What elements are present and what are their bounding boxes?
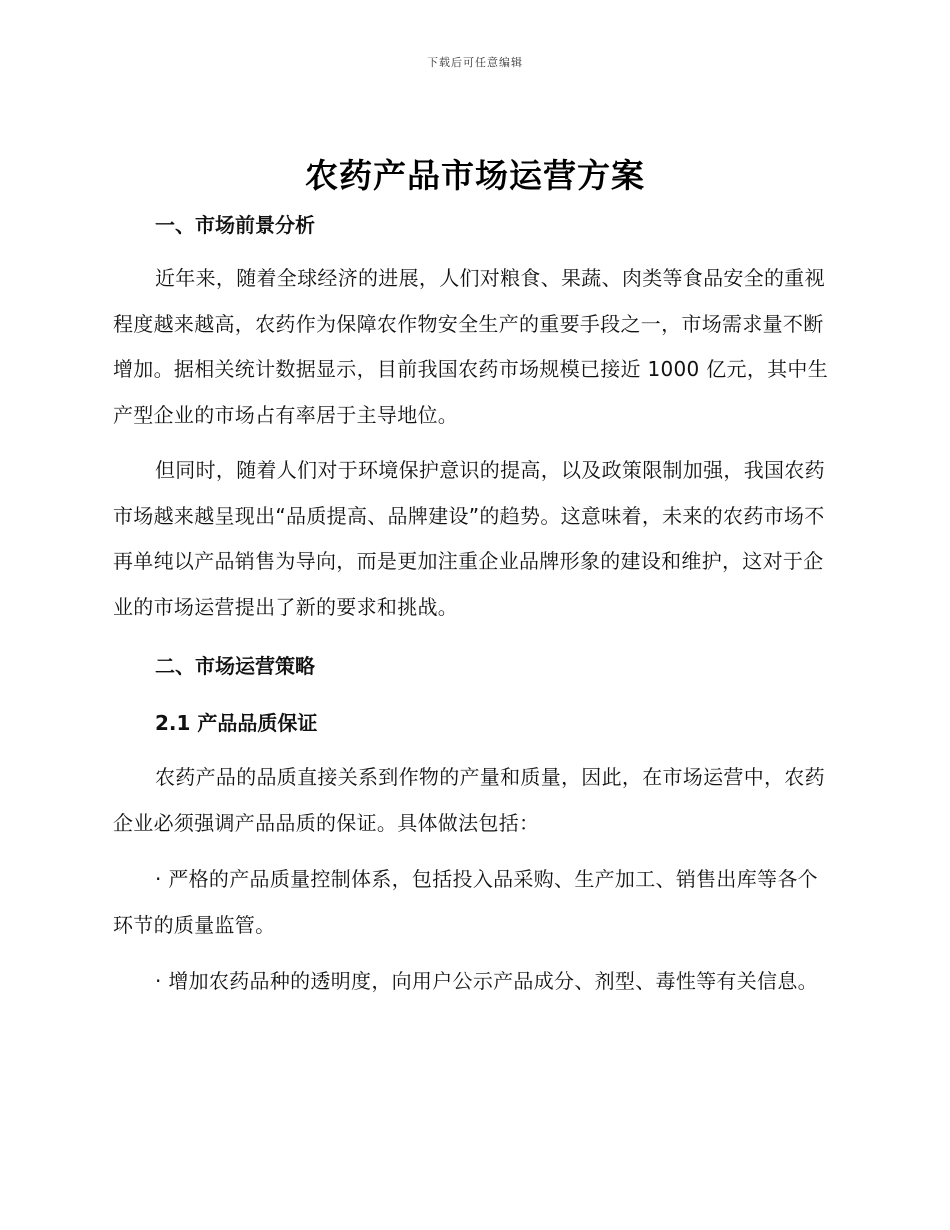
subsection-heading-quality-assurance: 2.1 产品品质保证 (155, 711, 318, 735)
paragraph-market-outlook-1: 近年来，随着全球经济的进展，人们对粮食、果蔬、肉类等食品安全的重视程度越来越高，农药作为保障农作物安全生产的重要手段之一，市场需求量不断增加。据相关统计数据显示，目前我国农药市场规模已接近 1000 亿元，其中生产型企业的市场占有率居于主导地位。 (113, 266, 829, 427)
bullet-item-transparency: · 增加农药品种的透明度，向用户公示产品成分、剂型、毒性等有关信息。 (155, 969, 818, 993)
section-heading-operation-strategy: 二、市场运营策略 (155, 654, 315, 678)
bullet-item-quality-control: · 严格的产品质量控制体系，包括投入品采购、生产加工、销售出库等各个环节的质量监管。 (113, 867, 818, 937)
section-heading-market-outlook: 一、市场前景分析 (155, 213, 315, 237)
header-note: 下载后可任意编辑 (427, 56, 523, 69)
paragraph-market-outlook-2: 但同时，随着人们对于环境保护意识的提高，以及政策限制加强，我国农药市场越来越呈现出“品质提高、品牌建设”的趋势。这意味着，未来的农药市场不再单纯以产品销售为导向，而是更加注重企业品牌形象的建设和维护，这对于企业的市场运营提出了新的要求和挑战。 (113, 458, 825, 619)
paragraph-quality-intro: 农药产品的品质直接关系到作物的产量和质量，因此，在市场运营中，农药企业必须强调产品品质的保证。具体做法包括： (113, 765, 825, 835)
document-title: 农药产品市场运营方案 (305, 156, 645, 195)
